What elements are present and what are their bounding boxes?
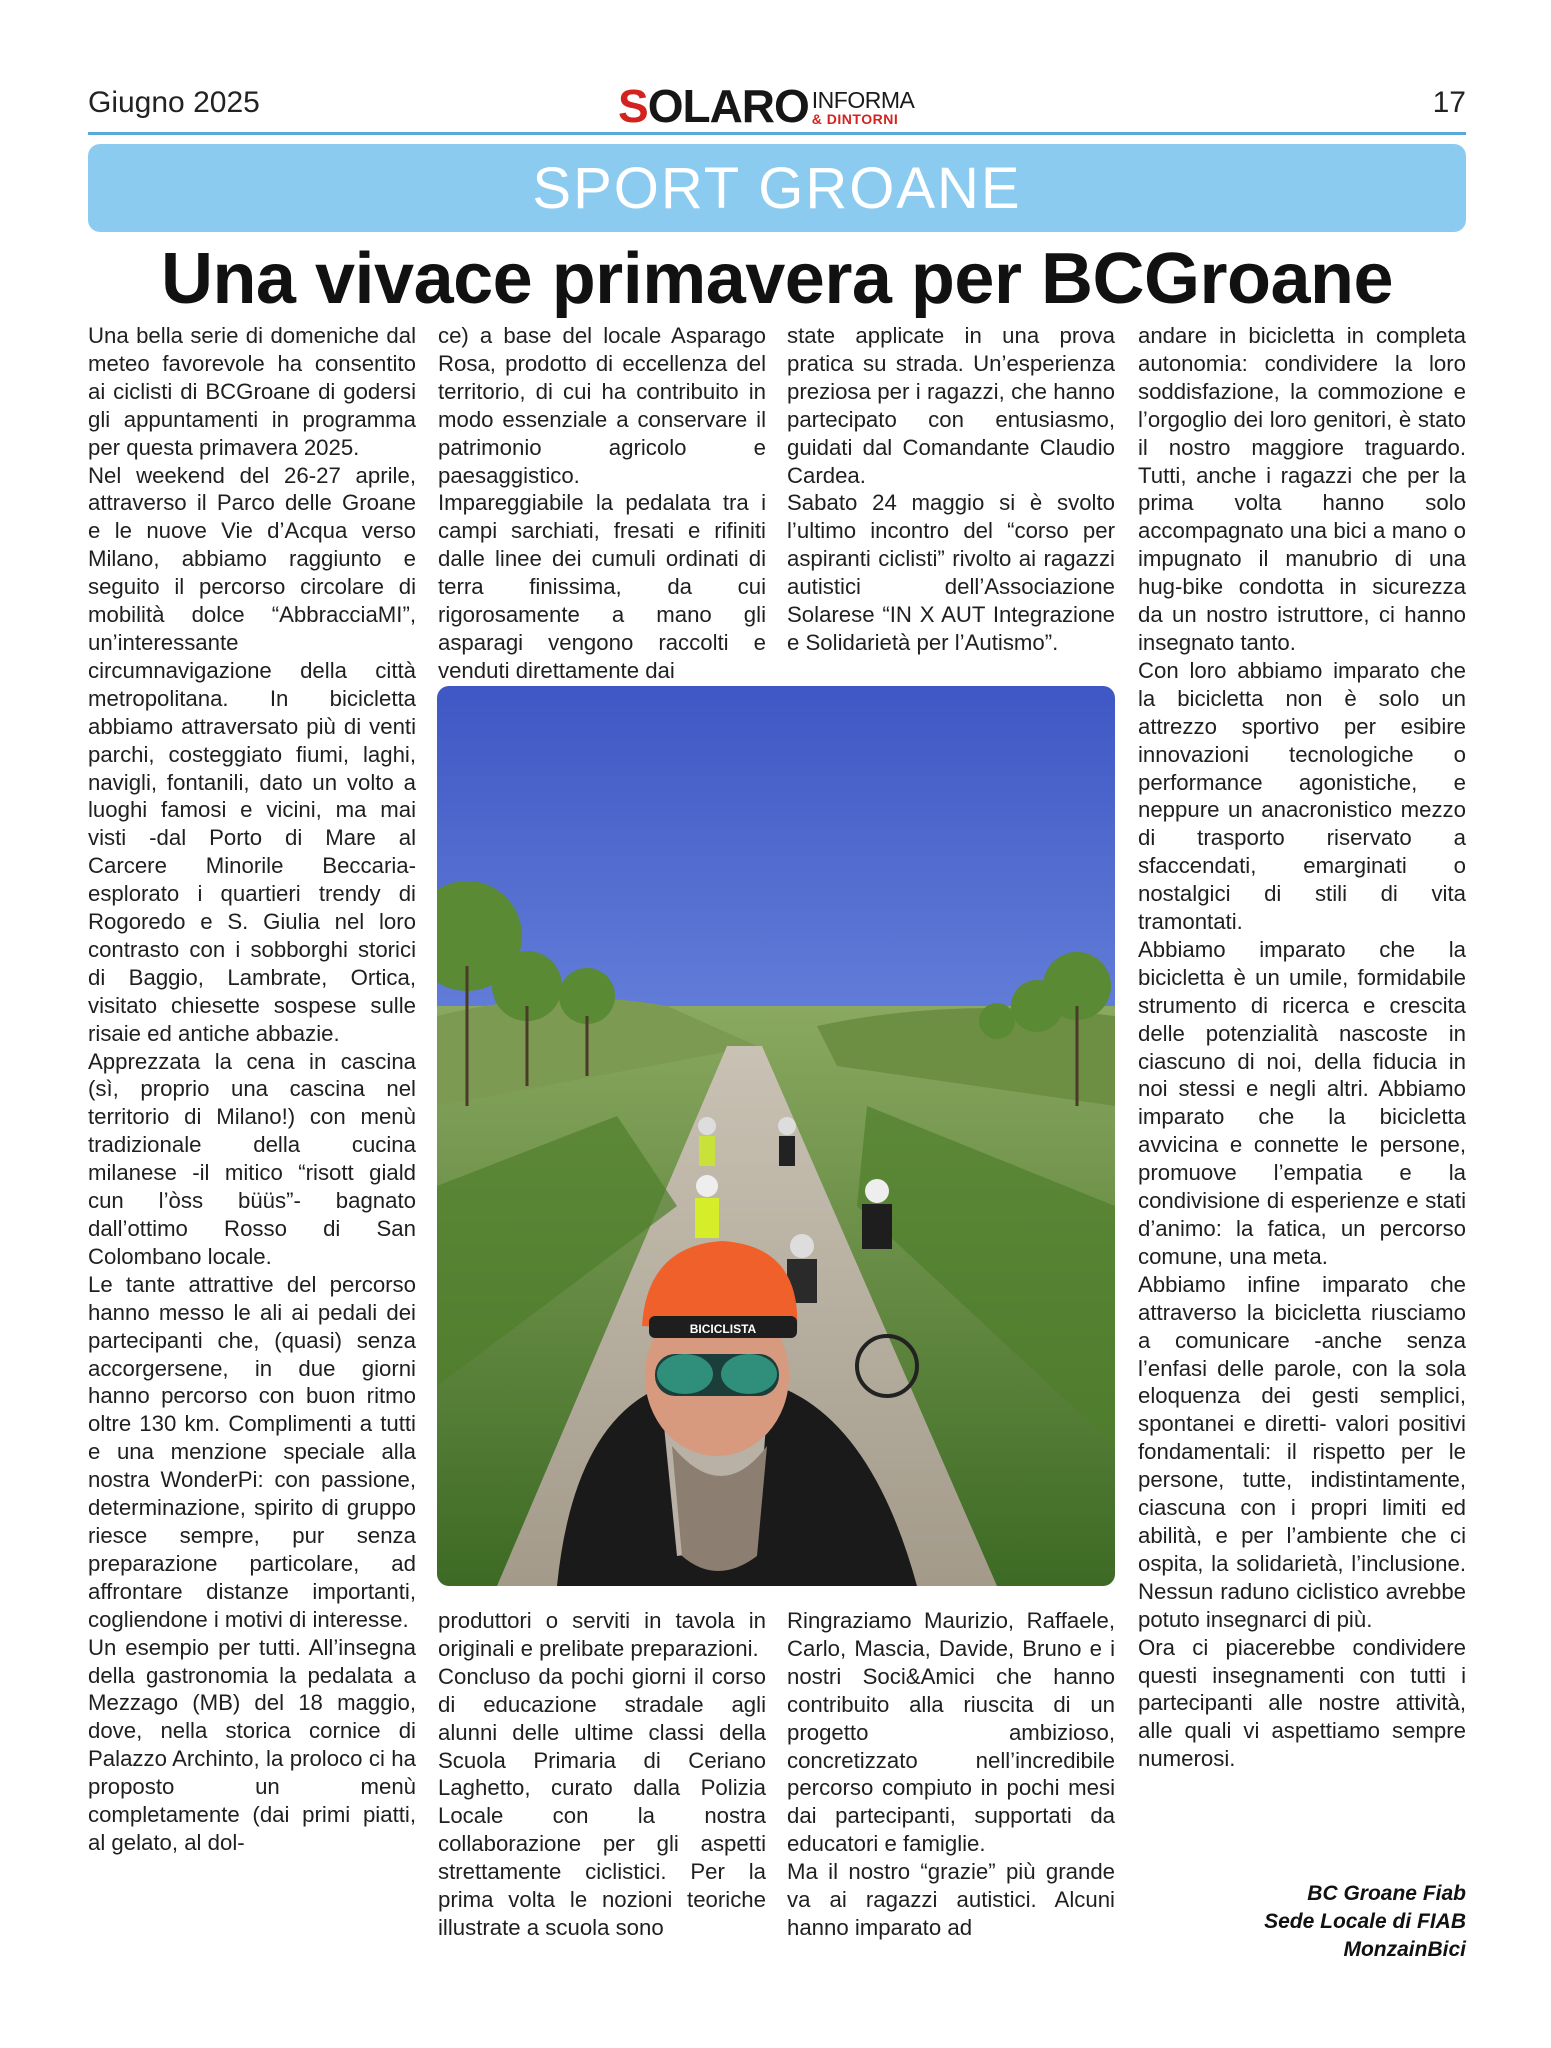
paragraph: Sabato 24 maggio si è svolto l’ultimo incontro del “corso per aspiranti ciclisti” rivolto ai ragazzi autistici dell’Associazione Solarese “IN X AUT Integrazione e Solidarietà per l’Autismo”. [787,490,1115,655]
paragraph: state applicate in una prova pratica su strada. Un’esperienza preziosa per i ragazzi, che hanno partecipato con entusiasmo, guidati dal Comandante Claudio Cardea. [787,323,1115,488]
signature-line: Sede Locale di FIAB [1264,1910,1466,1933]
newspaper-logo [618,80,915,132]
paragraph: Apprezzata la cena in cascina (sì, proprio una cascina nel territorio di Milano!) con menù tradizionale della cucina milanese -il mitico “risott giald cun l’òss büüs”- bagnato dall’ottimo Rosso di San Colombano locale. [88,1048,416,1269]
paragraph: Ma il nostro “grazie” più grande va ai ragazzi autistici. Alcuni hanno imparato ad [787,1859,1115,1940]
paragraph: Ora ci piacerebbe condividere questi insegnamenti con tutti i partecipanti alle nostre attività, alle quali vi aspettiamo sempre numerosi. [1138,1634,1466,1772]
paragraph: Abbiamo infine imparato che attraverso la bicicletta riusciamo a comunicare -anche senza l’enfasi delle parole, con la sola eloquenza dei gesti semplici, spontanei e diretti- valori positivi fondamentali: il rispetto per le persone, tutte, indistintamente, ciascuna con i propri limiti ed abilità, e per l’ambiente che ci ospita, la solidarietà, l’inclusione. Nessun raduno ciclistico avrebbe potuto insegnarci di più. [1138,1271,1466,1632]
issue-date: Giugno 2025 [88,86,260,119]
paragraph: Concluso da pochi giorni il corso di educazione stradale agli alunni delle ultime classi della Scuola Primaria di Ceriano Laghetto, curato dalla Polizia Locale con la nostra collaborazione per gli aspetti strettamente ciclistici. Per la prima volta le nozioni teoriche illustrate a scuola sono [438,1663,766,1940]
article-column-2-top [438,322,766,685]
paragraph: ce) a base del locale Asparago Rosa, prodotto di eccellenza del territorio, di cui ha contribuito in modo essenziale a conservare il patrimonio agricolo e paesaggistico. [438,323,766,488]
section-title: SPORT GROANE [532,155,1022,221]
paragraph: andare in bicicletta in completa autonomia: condividere la loro soddisfazione, la commozione e l’orgoglio dei loro genitori, è stato il nostro maggiore traguardo. Tutti, anche i ragazzi che per la prima volta hanno solo accompagnato una bici a mano o impugnato il manubrio di una hug-bike condotta in sicurezza da un nostro istruttore, ci hanno insegnato tanto. [1138,323,1466,655]
signature-line: BC Groane Fiab [1307,1882,1466,1905]
paragraph: Nel weekend del 26-27 aprile, attraverso il Parco delle Groane e le nuove Vie d’Acqua verso Milano, abbiamo raggiunto e seguito il percorso circolare di mobilità dolce “AbbracciaMI”, un’interessante circumnavigazione della città metropolitana. In bicicletta abbiamo attraversato più di venti parchi, costeggiato fiumi, laghi, navigli, fontanili, dato un volto a luoghi famosi e vicini, ma mai visti -dal Porto di Mare al Carcere Minorile Beccaria-esplorato i quartieri trendy di Rogoredo e S. Giulia nel loro contrasto con i sobborghi storici di Baggio, Lambrate, Ortica, visitato chiesette sospese sulle risaie ed antiche abbazie. [88,462,416,1046]
article-column-3-top [787,322,1115,657]
article-column-1 [88,322,416,1857]
article-column-3-bottom [787,1607,1115,1942]
page-header [88,80,1466,130]
logo-subtitle: INFORMA & DINTORNI [811,87,915,127]
cyclists-on-path-photo [437,686,1115,1586]
article-signature [1138,1880,1466,1964]
logo-wordmark: SOLARO [618,80,809,132]
helmet-text: BICICLISTA [689,1322,757,1336]
header-rule [88,132,1466,135]
page-number: 17 [1432,86,1466,119]
article-column-2-bottom [438,1607,766,1942]
paragraph: produttori o serviti in tavola in originali e prelibate preparazioni. [438,1608,766,1661]
paragraph: Un esempio per tutti. All’insegna della gastronomia la pedalata a Mezzago (MB) del 18 maggio, dove, nella storica cornice di Palazzo Archinto, la proloco ci ha proposto un menù completamente (dai primi piatti, al gelato, al dol- [88,1634,416,1855]
paragraph: Con loro abbiamo imparato che la bicicletta non è solo un attrezzo sportivo per esibire innovazioni tecnologiche o performance agonistiche, e neppure un anacronistico mezzo di trasporto riservato a sfaccendati, emarginati o nostalgici di stili di vita tramontati. [1138,657,1466,935]
article-column-4 [1138,322,1466,1773]
section-banner [88,144,1466,232]
paragraph: Una bella serie di domeniche dal meteo favorevole ha consentito ai ciclisti di BCGroane di godersi gli appuntamenti in programma per questa primavera 2025. [88,323,416,460]
paragraph: Abbiamo imparato che la bicicletta è un umile, formidabile strumento di ricerca e crescita delle potenzialità nascoste in ciascuno di noi, della fiducia in noi stessi e negli altri. Abbiamo imparato che la bicicletta avvicina e connette le persone, promuove l’empatia e la condivisione di esperienze e stati d’animo: la fatica, un percorso comune, una meta. [1138,936,1466,1269]
signature-line: MonzainBici [1343,1938,1466,1961]
article-photo [437,686,1115,1586]
paragraph: Le tante attrattive del percorso hanno messo le ali ai pedali dei partecipanti che, (quasi) senza accorgersene, in due giorni hanno percorso con buon ritmo oltre 130 km. Complimenti a tutti e una menzione speciale alla nostra WonderPi: con passione, determinazione, spirito di gruppo riesce sempre, pur senza preparazione particolare, ad affrontare distanze importanti, cogliendone i motivi di interesse. [88,1271,416,1632]
paragraph: Impareggiabile la pedalata tra i campi sarchiati, fresati e rifiniti dalle linee dei cumuli ordinati di terra finissima, da cui rigorosamente a mano gli asparagi vengono raccolti e venduti direttamente dai [438,490,766,683]
paragraph: Ringraziamo Maurizio, Raffaele, Carlo, Mascia, Davide, Bruno e i nostri Soci&Amici che hanno contribuito alla riuscita di un progetto ambizioso, concretizzato nell’incredibile percorso compiuto in pochi mesi dai partecipanti, supportati da educatori e famiglie. [787,1608,1115,1857]
article-headline: Una vivace primavera per BCGroane [160,239,1394,319]
